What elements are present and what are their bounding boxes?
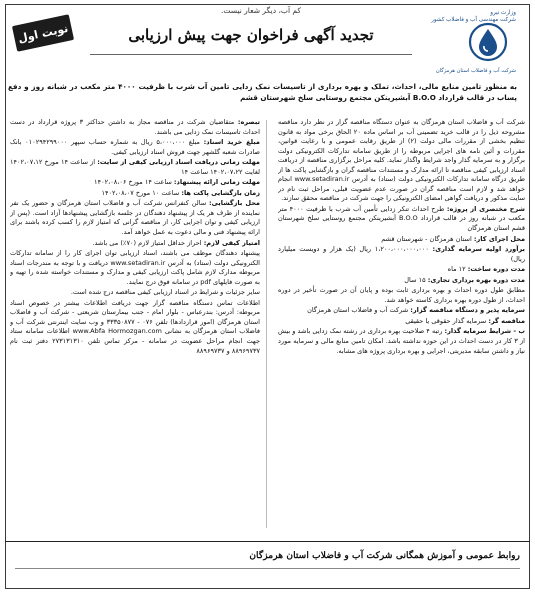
intro-text [278,118,525,204]
org-logo [424,10,516,74]
opening-time-row [10,189,260,199]
section-label: محل بازگشایی: [209,199,260,208]
location-row [278,235,525,245]
section-label: مبلغ خرید اسناد: [203,138,260,147]
duration-note: مطابق طول دوره احداث و بهره برداری ثابت بوده و پایان آن در صورت تأخیر در دوره احداث، از طول دوره بهره برداری کاسته خواهد شد. [278,286,525,304]
capital-row [278,245,525,264]
body-text: پیشنهاد دهندگان موظف می باشند، اسناد ارزیابی توان اجرای کار را از سامانه تدارکات الکترونیکی دولت (ستاد) به آدرس [10,249,260,267]
org-top-text: وزارت نیرو شرکت مهندسی آب و فاضلاب کشور [431,10,516,23]
footer [5,541,530,589]
section-text: ۱۵ سال [404,275,426,284]
doc-deadline-row [10,158,260,177]
section-label: شرح مختصری از پروژه: [446,204,525,213]
submission-instructions [10,249,260,287]
section-text: مبلغ ۵،۰۰۰،۰۰۰ ریال به شماره حساب سپهر ۰۱۰۲۹۴۲۹۹۰۰۰ بانک صادرات شعبه گلشهر جهت فروش اسناد ارزیابی کیفی. [10,138,260,156]
section-text: سرمایه گذار حقوقی یا حقیقی [405,316,487,325]
setad-link[interactable]: www.setadiran.ir [294,175,350,184]
note-row [10,118,260,137]
section-label: مناقصه گر: [488,316,525,325]
intro-paragraph: به منظور تامین منابع مالی، احداث، تملک و بهره برداری از تاسیسات نمک زدایی تامین آب شرب با ظرفیت ۴۰۰۰ متر مکعب در شبانه روز و دفع پساب در قالب قرارداد B.O.O آبشیرینکن مجتمع روستایی سلخ شهرستان قشم [8,82,517,102]
investor-row [278,317,525,327]
section-label: برآورد اولیه سرمایه گذاری: [432,245,525,254]
footer-divider [15,568,520,569]
construction-row [278,265,525,275]
page-title: تجدید آگهی فراخوان جهت پیش ارزیابی [128,26,374,44]
section-text: از ساعت ۱۴ مورخ ۱۴۰۲،۰۷،۱۲ لغایت ۱۴۰۲،۰۷،۲۲ ساعت ۱۴ [10,158,260,176]
section-label: امتیاز کیفی لازم: [203,238,260,247]
section-label: مدت دوره ساخت: [467,265,525,274]
section-text: ۱،۲۰۰،۰۰۰،۰۰۰،۰۰۰ ریال (یک هزار و دویست میلیارد ریال) [278,245,525,263]
left-column [10,118,260,530]
body-text: اطلاعات سامانه ستاد جهت انجام مراحل عضویت در سامانه - مرکز تماس تلفن ۲۷۳۱۳۱۳۱۰ دفتر ثبت نام ۸۸۹۶۹۷۳۷ و ۸۸۹۶۹۷۳۷ [10,327,260,355]
footer-signature: روابط عمومی و آموزش همگانی شرکت آب و فاضلاب استان هرمزگان [249,550,520,561]
section-label: مدت دوره بهره برداری تجاری: [427,275,525,284]
section-text: ۱۲ ماه [447,265,466,274]
opening-place-row [10,199,260,237]
operation-row [278,276,525,286]
section-text: طرح احداث تنکر زدایی تأمین آب شرب با ظرفیت ۴۰۰۰ متر مکعب در شبانه روز در قالب قرارداد B.O.O آبشیرینکن مجتمع روستایی سلخ شهرستان قشم استان هرمزگان [278,204,525,233]
turn-badge: نوبت اول [12,14,74,51]
body-text: انجام خواهد شد و لازم است مناقصه گران در صورت عدم عضویت قبلی، مراحل ثبت نام در سایت مذکور و دریافت گواهی امضای الکترونیکی را جهت شرکت در مناقصه محقق سازند. [278,175,525,203]
section-label: مهلت زمانی دریافت اسناد ارزیابی کیفی از سایت: [97,158,260,167]
slogan: کم آب، دیگر شعار نیست. [221,6,301,15]
section-label: سرمایه پذیر و دستگاه مناقصه گزار: [410,306,525,315]
section-text: استان هرمزگان - شهرستان قشم [381,234,472,243]
price-row [10,138,260,157]
section-text: رتبه ۴ صلاحیت بهره برداری در رشته نمک زدایی باشد و بیش از ۳ کار در دست احداث در این حوزه نداشته باشد. امکان تامین منابع مالی و سرمایه مورد نیاز و داشتن سابقه مدیریتی، اجرایی و بهره برداری پروژه های مشابه. [278,327,525,355]
section-text: شرکت آب و فاضلاب استان هرمزگان [307,306,409,315]
setad-link[interactable]: www.setadiran.ir [110,258,166,267]
project-summary [278,205,525,234]
section-text: ساعت ۱۰ مورخ ۱۴۰۲،۰۸،۰۷ [101,188,180,197]
section-text: ساعت ۱۴ مورخ ۱۴۰۲،۰۸،۰۶ [94,178,172,187]
section-label: ب - شرایط سرمایه گذار: [444,327,525,336]
company-website-link[interactable]: www.Abfa Hormozgan.com [72,327,162,336]
title-divider [90,54,412,55]
section-label: مهلت زمانی ارائه پیشنهاد: [173,178,260,187]
section-text: متقاضیان شرکت در مناقصه مجاز به داشتن حداکثر ۳ پروژه قرارداد در دست احداث تاسیسات نمک زدایی می باشند. [10,118,260,136]
body-text: شرکت آب و فاضلاب استان هرمزگان به عنوان دستگاه مناقصه گزار در نظر دارد مناقصه مشروحه ذیل را در قالب خرید تضمینی آب بر اساس ماده ۲۰ الحاق برخی مواد به قانون تنظیم بخشی از مقررات مالی دولت (۲) از طریق رقابت عمومی و با رعایت قوانین، مقررات و آئین نامه های اجرایی مربوطه را از طریق سامانه تدارکات الکترونیکی دولت برگزار و به سرمایه گذار واجد شرایط واگذار نماید. کلیه مراحل برگزاری مناقصه از دریافت اسناد ارزیابی کیفی مناقصه تا ارائه مدارک و مستندات مناقصه گران و بازگشایی پاکت ها از طریق درگاه سامانه تدارکات الکترونیکی دولت (ستاد) به آدرس [278,118,525,184]
section-label: محل اجرای کار: [473,234,525,243]
section-label: زمان بازگشایی پاکت ها: [181,188,260,197]
score-row [10,239,260,249]
submit-deadline-row [10,178,260,188]
body-text: اطلاعات تماس دستگاه مناقصه گزار جهت دریافت اطلاعات بیشتر در خصوص اسناد مربوطه: آدرس: بندرعباس - بلوار امام - جنب بیمارستان شریعتی - شرکت آب و فاضلاب استان هرمزگان (امور قراردادها) تلفن ۰۷۶ - ۳۳۳۵۰۸۷۷ و وب سایت اینترنتی شرکت آب و فاضلاب استان هرمزگان به نشانی [10,298,260,336]
right-column [278,118,525,530]
details-note: سایر جزئیات و شرایط در اسناد ارزیابی کیفی مناقصه درج شده است. [70,288,260,297]
section-label: تبصره: [237,118,260,126]
buyer-row [278,306,525,316]
body-text: دریافت و با توجه به مندرجات اسناد مربوطه مدارک لازم شامل پاکت ارزیابی کیفی و مدارک و مستندات خواسته شده را تهیه و به صورت فایلهای pdf در سامانه فوق درج نمایند. [10,258,260,286]
header [6,4,518,82]
contact-info [10,299,260,356]
water-drop-icon [468,22,508,62]
investor-conditions [278,327,525,356]
section-text: احراز حداقل امتیاز لازم (۷۰٪) می باشد. [92,238,202,247]
column-divider [266,120,267,528]
section-text: سالن کنفرانس شرکت آب و فاضلاب استان هرمزگان و حضور یک نفر نماینده از طرف هر یک از پیشنهاد دهندگان در جلسه بازگشایی پیشنهادها آزاد است. (پس از ارزیابی کیفی و توان اجرایی کار، از مناقصه گرانی که امتیاز لازم را کسب کرده باشند برای ارائه پیشنهاد فنی و مالی دعوت به عمل خواهد آمد. [10,199,260,237]
org-bottom-text: شرکت آب و فاضلاب استان هرمزگان [435,68,516,74]
